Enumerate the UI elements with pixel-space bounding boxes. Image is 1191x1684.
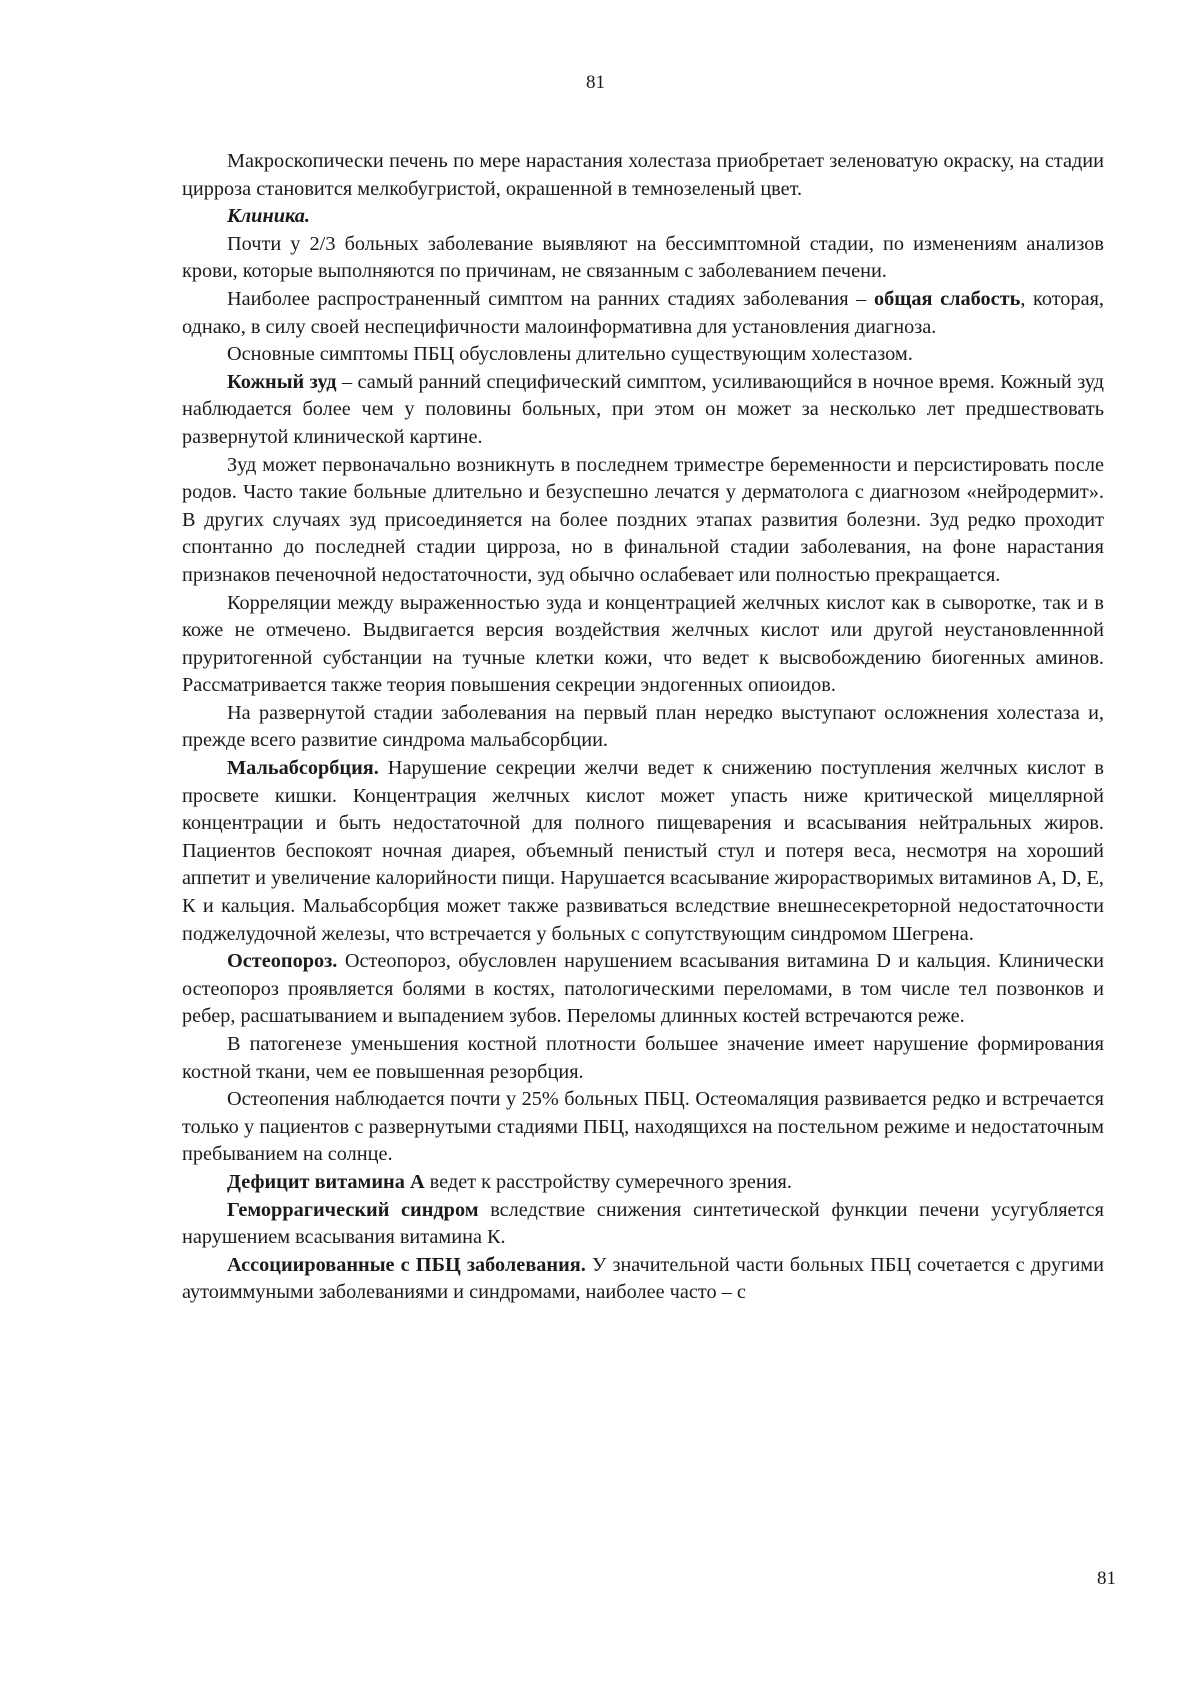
paragraph-complications [182,700,1104,755]
paragraph-text: Корреляции между выраженностью зуда и концентрацией желчных кислот как в сыворотке, так и в коже не отмечено. Выдвигается версия воздействия желчных кислот или другой неустановленнной пруритогенной субстанции на тучные клетки кожи, что ведет к высвобождению биогенных аминов. Рассматривается также теория повышения секреции эндогенных опиоидов. [182,591,1104,697]
paragraph-malabsorption [182,755,1104,948]
paragraph-text: Нарушение секреции желчи ведет к снижению поступления желчных кислот в просвете кишки. Концентрация желчных кислот может упасть ниже критической мицеллярной концентрации и быть недостаточной для полного пищеварения и всасывания нейтральных жиров. Пациентов беспокоят ночная диарея, объемный пенистый стул и потеря веса, несмотря на хороший аппетит и увеличение калорийности пищи. Нарушается всасывание жирорастворимых витаминов А, D, Е, К и кальция. Мальабсорбция может также развиваться вследствие внешнесекреторной недостаточности поджелудочной железы, что встречается у больных с сопутствующим синдромом Шегрена. [182,757,1104,945]
paragraph-text: Зуд может первоначально возникнуть в последнем триместре беременности и персистировать после родов. Часто такие больные длительно и безуспешно лечатся у дерматолога с диагнозом «нейродермит». В других случаях зуд присоединяется на более поздних этапах развития болезни. Зуд редко проходит спонтанно до последней стадии цирроза, но в финальной стадии заболевания, на фоне нарастания признаков печеночной недостаточности, зуд обычно ослабевает или полностью прекращается. [182,453,1104,586]
bold-term: Мальабсорбция. [227,757,379,780]
paragraph-text: Остеопороз, обусловлен нарушением всасывания витамина D и кальция. Клинически остеопороз проявляется болями в костях, патологическими переломами, в том числе тел позвонков и ребер, расшатыванием и выпадением зубов. Переломы длинных костей встречаются реже. [182,950,1104,1028]
bold-term: Кожный зуд [227,370,337,393]
paragraph-osteoporosis [182,948,1104,1031]
paragraph-text: Макроскопически печень по мере нарастания холестаза приобретает зеленоватую окраску, на стадии цирроза становится мелкобугристой, окрашенной в темнозеленый цвет. [182,150,1104,200]
paragraph-text: Основные симптомы ПБЦ обусловлены длительно существующим холестазом. [227,343,913,366]
paragraph-correlation [182,590,1104,700]
bold-term: Дефицит витамина А [227,1170,425,1193]
paragraph-hemorrhagic [182,1197,1104,1252]
section-heading-clinic [182,203,1104,231]
paragraph-vitamin-a [182,1169,1104,1197]
paragraph-text: У значительной части больных ПБЦ сочетается с другими аутоиммуными заболеваниями и синдромами, наиболее часто – с [182,1253,1104,1304]
paragraph-macroscopy [182,148,1104,203]
section-heading-text: Клиника. [227,205,310,228]
bold-term: Геморрагический синдром [227,1198,479,1221]
paragraph-associated [182,1252,1104,1307]
page-number-bottom: 81 [1097,1568,1116,1589]
paragraph-text: – самый ранний специфический симптом, усиливающийся в ночное время. Кожный зуд наблюдается более чем у половины больных, при этом он может за несколько лет предшествовать развернутой клинической картине. [182,370,1104,448]
paragraph-text: вследствие снижения синтетической функции печени усугубляется нарушением всасывания витамина К. [182,1198,1104,1249]
paragraph-text: Остеопения наблюдается почти у 25% больных ПБЦ. Остеомаляция развивается редко и встречается только у пациентов с развернутыми стадиями ПБЦ, находящихся на постельном режиме и недостаточным пребыванием на солнце. [182,1088,1104,1166]
document-body [182,148,1104,1307]
paragraph-osteopenia [182,1086,1104,1169]
paragraph-text: Почти у 2/3 больных заболевание выявляют на бессимптомной стадии, по изменениям анализов крови, которые выполняются по причинам, не связанным с заболеванием печени. [182,232,1104,283]
bold-term: Ассоциированные с ПБЦ заболевания. [227,1253,586,1276]
bold-term: общая слабость [873,287,1021,310]
paragraph-text: На развернутой стадии заболевания на первый план нередко выступают осложнения холестаза и, прежде всего развитие синдрома мальабсорбции. [182,701,1104,752]
paragraph-text: Наиболее распространенный симптом на ранних стадиях заболевания – [227,287,874,310]
paragraph-weakness [182,286,1104,341]
paragraph-text: ведет к расстройству сумеречного зрения. [424,1170,792,1193]
paragraph-bone-density [182,1031,1104,1086]
paragraph-itching-onset [182,452,1104,590]
paragraph-asymptomatic [182,231,1104,286]
paragraph-main-symptoms [182,341,1104,369]
bold-term: Остеопороз. [227,950,338,973]
page-number-top: 81 [586,72,605,93]
paragraph-text: , которая, однако, в силу своей неспецифичности малоинформативна для установления диагноза. [182,287,1104,338]
paragraph-text: В патогенезе уменьшения костной плотности большее значение имеет нарушение формирования костной ткани, чем ее повышенная резорбция. [182,1033,1104,1083]
paragraph-itching [182,369,1104,452]
